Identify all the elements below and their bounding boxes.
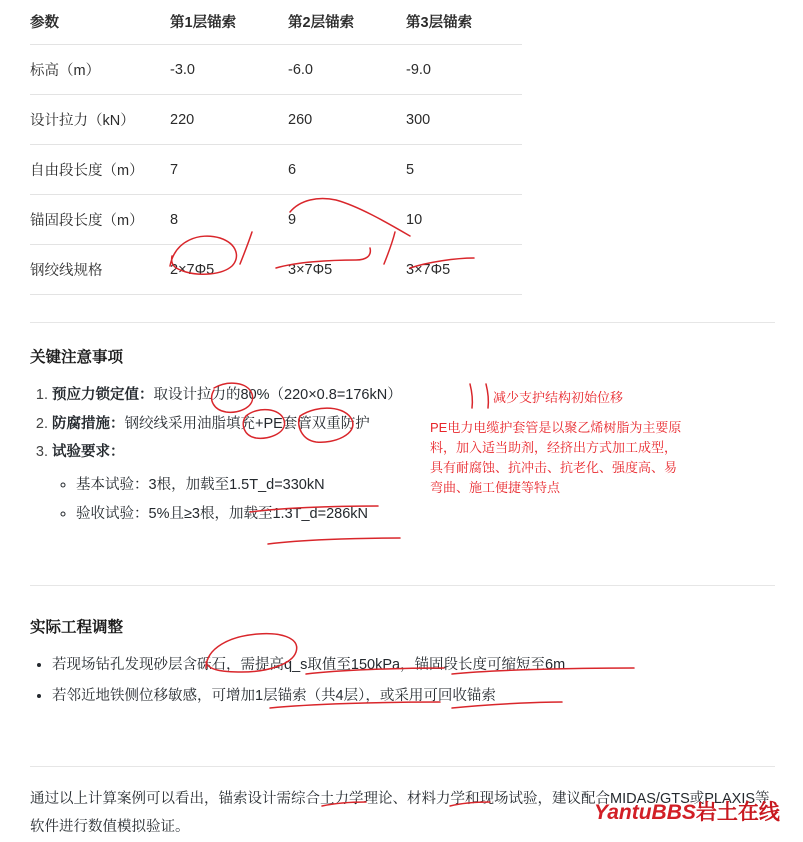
table-row bbox=[30, 195, 522, 245]
watermark-part1: YantuBBS bbox=[594, 801, 696, 824]
list-item: • 若现场钻孔发现砂层含砾石，需提高q_s取值至150kPa，锚固段长度可缩短至6m bbox=[52, 650, 750, 681]
table-header-cell: 参数 bbox=[30, 0, 170, 45]
list-item bbox=[52, 411, 450, 439]
watermark-part2: 岩土在线 bbox=[695, 801, 780, 824]
table-cell: 9 bbox=[288, 195, 406, 245]
section-title: 关键注意事项 bbox=[30, 349, 124, 366]
table-row bbox=[30, 45, 522, 95]
table-cell: -9.0 bbox=[406, 45, 522, 95]
table-cell: 260 bbox=[288, 95, 406, 145]
section-title: 实际工程调整 bbox=[30, 619, 124, 636]
list-item-label: 试验要求： bbox=[52, 444, 125, 461]
list-item bbox=[52, 382, 450, 410]
list-item-text: 钢绞线采用油脂填充+PE套管双重防护 bbox=[124, 415, 370, 432]
table-cell: 5 bbox=[406, 145, 522, 195]
table-cell: 3×7Φ5 bbox=[406, 245, 522, 295]
adjust-section-header bbox=[30, 615, 730, 637]
list-item bbox=[76, 471, 450, 500]
notes-ordered-list bbox=[30, 382, 450, 529]
list-item bbox=[52, 439, 450, 529]
ink-tick-before-reduce bbox=[470, 384, 472, 408]
table-cell: 300 bbox=[406, 95, 522, 145]
sub-item-text: 3根，加载至1.5T_d=330kN bbox=[148, 476, 325, 493]
table-header-cell: 第1层锚索 bbox=[170, 0, 288, 45]
table-cell: 10 bbox=[406, 195, 522, 245]
annotation-pe-conduit: PE电力电缆护套管是以聚乙烯树脂为主要原料，加入适当助剂，经挤出方式加工成型，具有耐腐蚀、抗冲击、抗老化、强度高、易弯曲、施工便捷等特点 bbox=[430, 420, 682, 496]
ink-tick-before-reduce2 bbox=[486, 384, 488, 408]
table-cell: -6.0 bbox=[288, 45, 406, 95]
table-row bbox=[30, 95, 522, 145]
table-row bbox=[30, 145, 522, 195]
notes-section-body bbox=[30, 382, 450, 530]
table-cell: 3×7Φ5 bbox=[288, 245, 406, 295]
list-item-label: 预应力锁定值： bbox=[52, 387, 154, 403]
list-item-text: 取设计拉力的80%（220×0.8=176kN） bbox=[153, 387, 402, 403]
conclusion-text: 通过以上计算案例可以看出，锚索设计需综合土力学理论、材料力学和现场试验，建议配合MIDAS/GTS或PLAXIS等软件进行数值模拟验证。 bbox=[30, 791, 770, 836]
table-cell: 钢绞线规格 bbox=[30, 245, 170, 295]
table-cell: 标高（m） bbox=[30, 45, 170, 95]
table-cell: 2×7Φ5 bbox=[170, 245, 288, 295]
list-item-label: 防腐措施： bbox=[52, 415, 125, 432]
table-header-cell: 第3层锚索 bbox=[406, 0, 522, 45]
site-watermark bbox=[594, 796, 780, 826]
table-cell: -3.0 bbox=[170, 45, 288, 95]
table-header-row bbox=[30, 0, 522, 45]
table-cell: 220 bbox=[170, 95, 288, 145]
list-item: • 若邻近地铁侧位移敏感，可增加1层锚索（共4层），或采用可回收锚索 bbox=[52, 681, 750, 712]
table-cell: 设计拉力（kN） bbox=[30, 95, 170, 145]
table-cell: 8 bbox=[170, 195, 288, 245]
adjust-unordered-list bbox=[30, 650, 750, 712]
table-cell: 7 bbox=[170, 145, 288, 195]
table-header-cell: 第2层锚索 bbox=[288, 0, 406, 45]
table-cell: 自由段长度（m） bbox=[30, 145, 170, 195]
annotation-reduce-displacement: 减少支护结构初始位移 bbox=[493, 390, 624, 405]
notes-section-header bbox=[30, 345, 450, 367]
sub-item-label: 基本试验： bbox=[76, 476, 149, 493]
sub-item-label: 验收试验： bbox=[76, 505, 149, 522]
table-cell: 锚固段长度（m） bbox=[30, 195, 170, 245]
section-divider bbox=[30, 585, 775, 586]
adjust-section-body bbox=[30, 650, 750, 712]
sub-item-text: 5%且≥3根，加载至1.3T_d=286kN bbox=[148, 505, 369, 522]
section-divider bbox=[30, 766, 775, 767]
table-cell: 6 bbox=[288, 145, 406, 195]
ink-underline-accept-test bbox=[268, 538, 400, 544]
section-divider bbox=[30, 322, 775, 323]
table-row bbox=[30, 245, 522, 295]
notes-sub-list bbox=[52, 471, 450, 529]
anchor-parameter-table bbox=[30, 0, 522, 295]
list-item bbox=[76, 500, 450, 529]
